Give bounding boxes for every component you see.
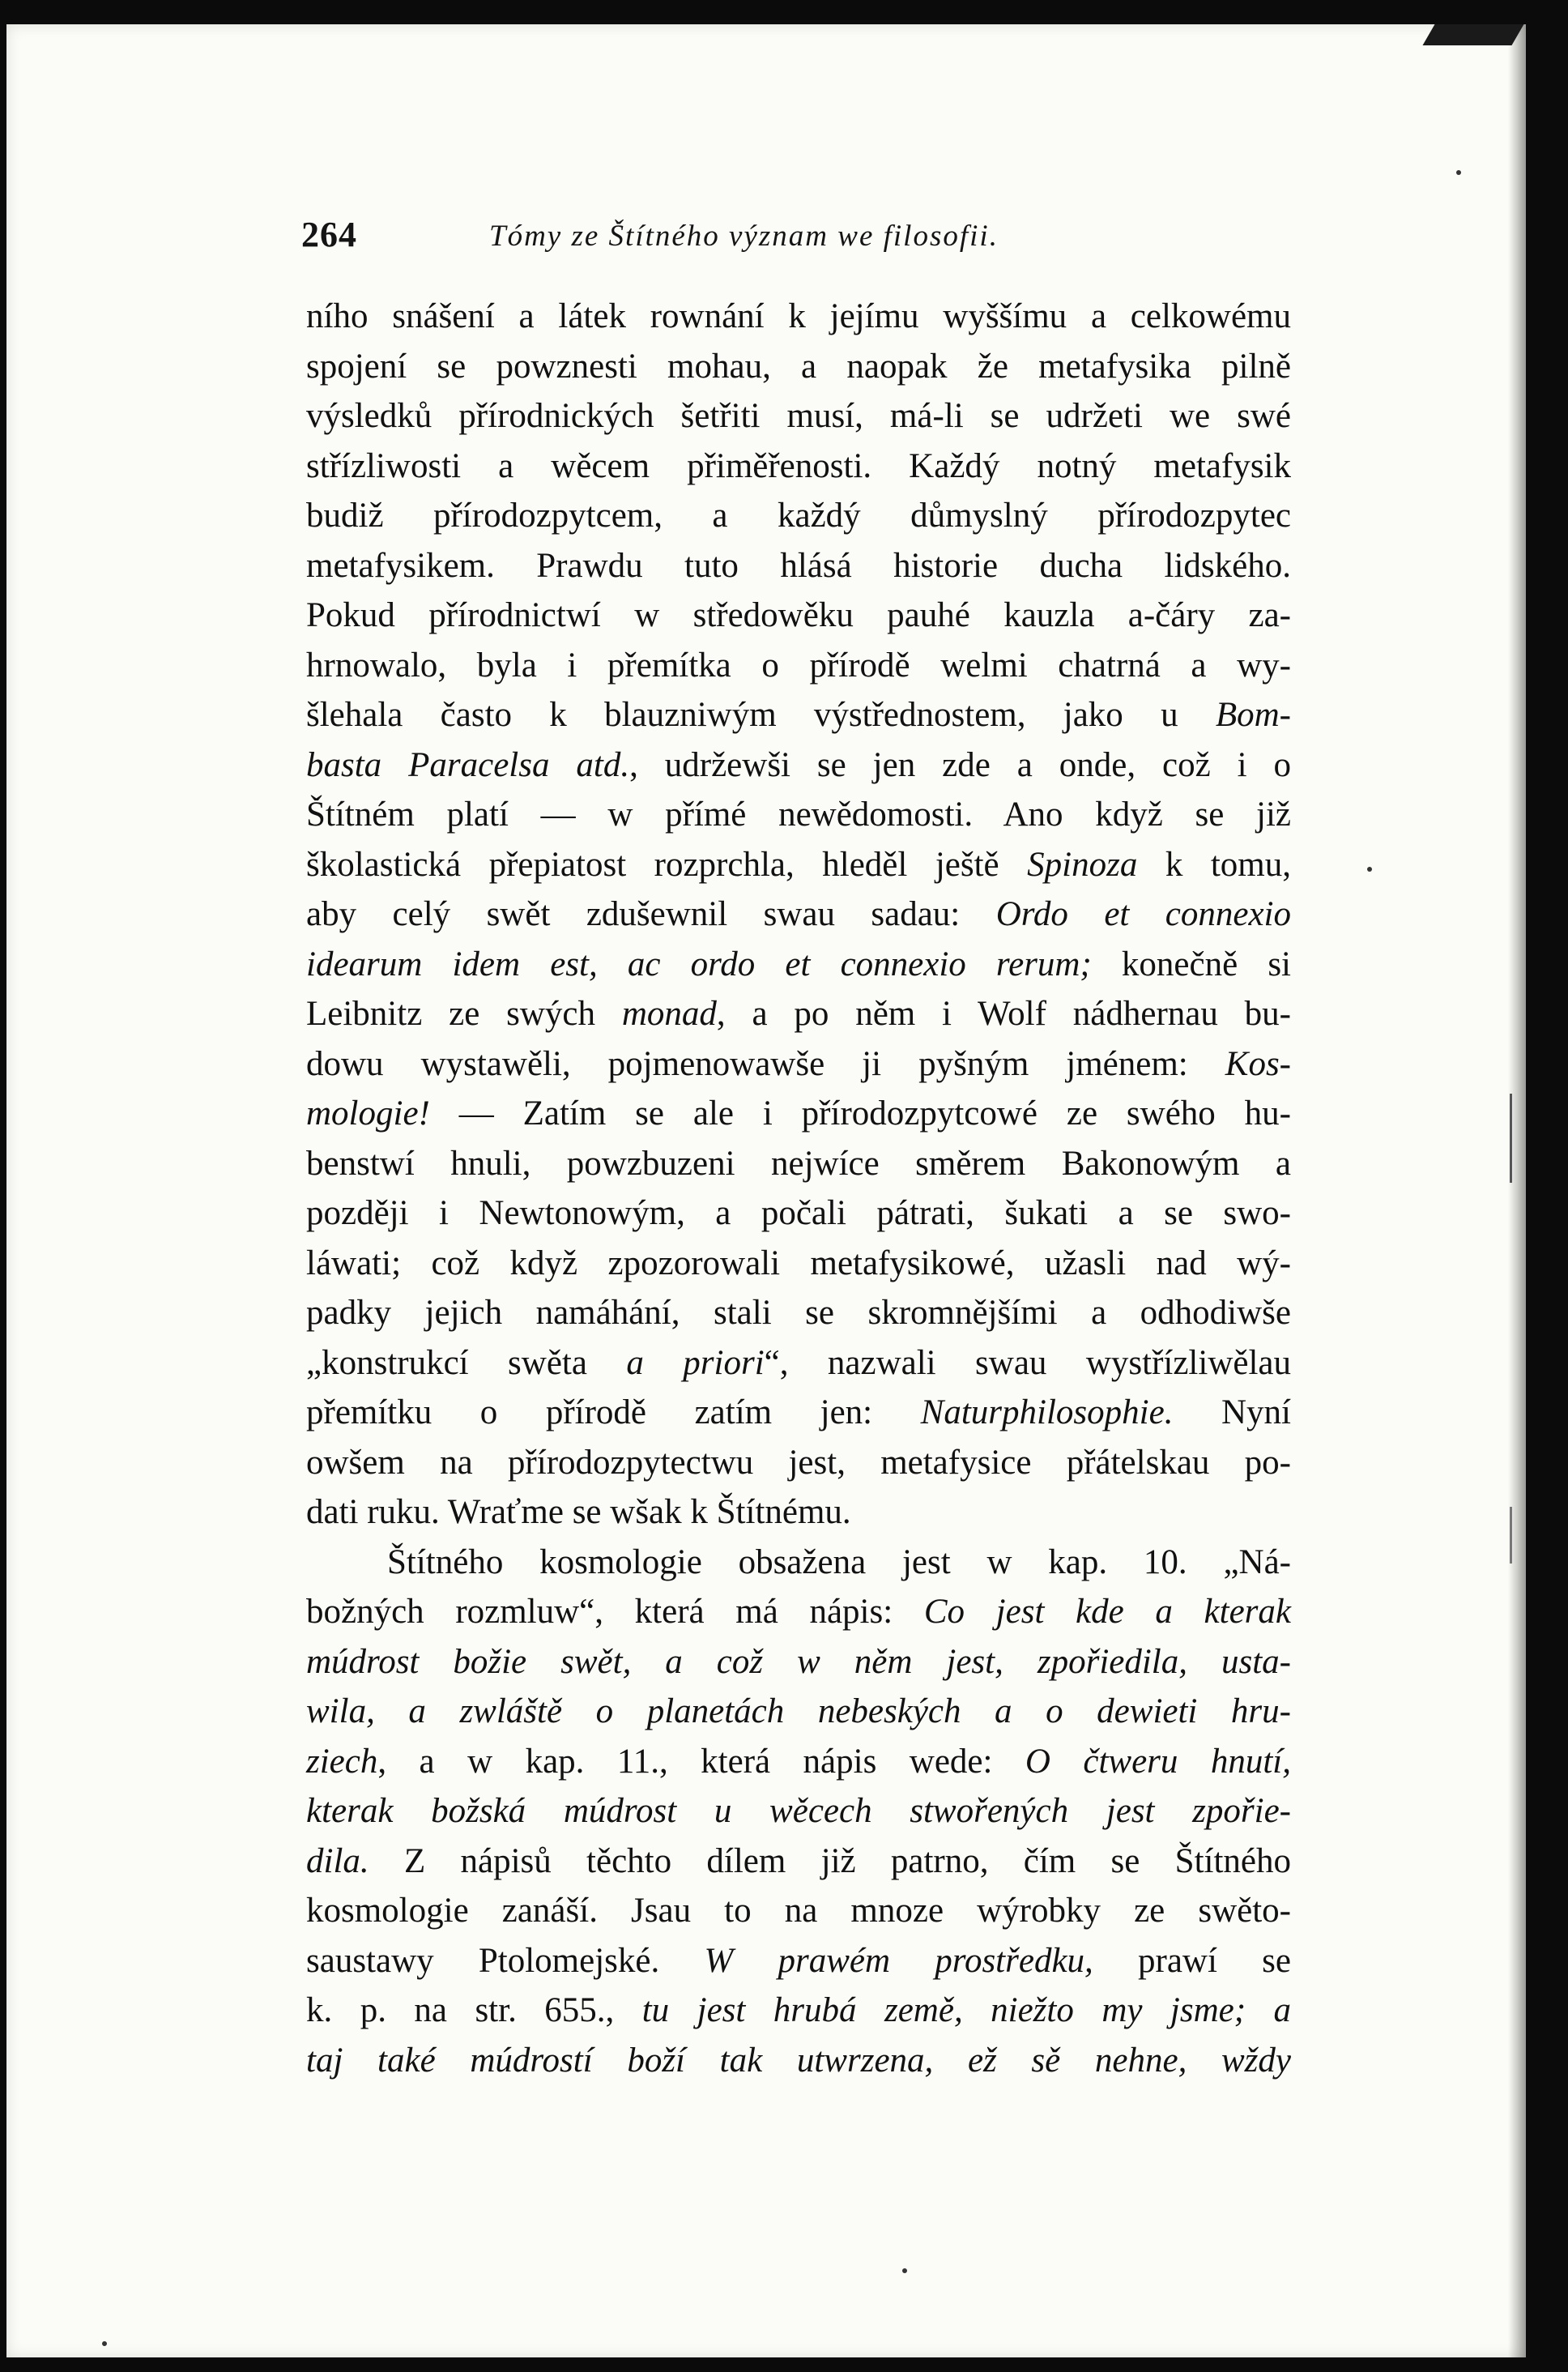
italic-segment: a priori (626, 1343, 765, 1382)
text-line (306, 940, 1291, 990)
text-segment: Z nápisů těchto dílem již patrno, čím se Štítného (369, 1841, 1291, 1880)
right-margin-tick (1510, 1094, 1512, 1183)
text-segment: k tomu, (1137, 845, 1291, 884)
italic-segment: idearum idem est, ac ordo et connexio rerum; (306, 945, 1092, 983)
text-segment: budiž přírodozpytcem, a každý důmyslný přírodozpytec (306, 497, 1291, 535)
text-segment: Pokud přírodnictwí w středowěku pauhé kauzla a-čáry za- (306, 596, 1291, 634)
text-segment: prawí se (1093, 1941, 1291, 1980)
text-segment: Nyní (1173, 1393, 1292, 1431)
italic-segment: Spinoza (1027, 845, 1138, 884)
text-line (306, 1538, 1291, 1588)
running-title: Tómy ze Štítného význam we filosofii. (489, 220, 999, 253)
text-segment: “, nazwali swau wystřízliwělau (764, 1343, 1291, 1382)
text-segment: aby celý swět zdušewnil swau sadau: (306, 895, 996, 933)
text-segment: božných rozmluw“, která má nápis: (306, 1593, 924, 1631)
text-line (306, 840, 1291, 890)
text-line (306, 1139, 1291, 1189)
italic-segment: Bom- (1215, 696, 1291, 734)
text-line (306, 890, 1291, 940)
text-line (306, 989, 1291, 1039)
text-segment: „konstrukcí swěta (306, 1343, 627, 1382)
text-segment: kosmologie zanáší. Jsau to na mnoze wýrobky ze swěto- (306, 1892, 1291, 1930)
text-line (306, 1089, 1291, 1139)
text-line (306, 1188, 1291, 1239)
speck-4 (102, 2341, 107, 2346)
text-line (306, 1487, 1291, 1538)
text-segment: hrnowalo, byla i přemítka o přírodě welmi chatrná a wy- (306, 646, 1291, 685)
text-line (306, 292, 1291, 342)
text-segment: výsledků přírodnických šetřiti musí, má-li se udržeti we swé (306, 397, 1291, 435)
text-line (306, 391, 1291, 442)
italic-segment: O čtweru hnutí, (1025, 1742, 1291, 1781)
text-segment: — Zatím se ale i přírodozpytcowé ze swého hu- (429, 1094, 1291, 1133)
text-line (306, 1986, 1291, 2036)
text-segment: owšem na přírodozpytectwu jest, metafysice přátelskau po- (306, 1443, 1291, 1482)
speck-1 (1456, 170, 1461, 175)
text-segment: k. p. na str. 655., (306, 1991, 642, 2029)
text-segment: saustawy Ptolomejské. (306, 1941, 705, 1980)
text-line (306, 1786, 1291, 1837)
italic-segment: tu jest hrubá země, niežto my jsme; a (641, 1991, 1291, 2029)
italic-segment: Ordo et connexio (995, 895, 1291, 933)
italic-segment: basta Paracelsa atd. (306, 745, 630, 784)
text-line (306, 491, 1291, 541)
italic-segment: wila, a zwláště o planetách nebeských a o dewieti hru- (306, 1692, 1291, 1730)
speck-2 (1367, 867, 1372, 872)
italic-segment: Naturphilosophie. (920, 1393, 1174, 1431)
italic-segment: monad (621, 995, 717, 1033)
text-line (306, 342, 1291, 392)
text-segment: šlehala často k blauzniwým výstřednostem, jako u (306, 696, 1216, 734)
text-line (306, 591, 1291, 641)
text-segment: konečně si (1091, 945, 1292, 983)
text-segment: Štítného kosmologie obsažena jest w kap. 10. „Ná- (387, 1542, 1291, 1581)
italic-segment: dila. (306, 1841, 369, 1880)
text-line (306, 1637, 1291, 1687)
text-segment: dati ruku. Wraťme se wšak k Štítnému. (306, 1493, 851, 1531)
italic-segment: Co jest kde a kterak (923, 1593, 1291, 1631)
text-line (306, 1438, 1291, 1488)
italic-segment: múdrost božie swět, a což w něm jest, zpořiedila, usta- (306, 1642, 1291, 1681)
text-segment: střízliwosti a wěcem přiměřenosti. Každý notný metafysik (306, 446, 1291, 485)
italic-segment: taj také múdrostí boží tak utwrzena, ež sě nehne, wždy (306, 2041, 1291, 2080)
text-line (306, 1239, 1291, 1289)
text-segment: láwati; což když zpozorowali metafysikowé, užasli nad wý- (306, 1244, 1291, 1282)
text-line (306, 1737, 1291, 1787)
text-segment: Leibnitz ze swých (306, 995, 622, 1033)
text-segment: později i Newtonowým, a počali pátrati, šukati a se swo- (306, 1194, 1291, 1232)
text-line (306, 641, 1291, 691)
top-corner-mark (1422, 24, 1523, 45)
text-segment: , a w kap. 11., která nápis wede: (377, 1742, 1025, 1781)
text-segment: dowu wystawěli, pojmenowawše ji pyšným jménem: (306, 1044, 1225, 1083)
text-line (306, 1687, 1291, 1737)
text-segment: ního snášení a látek rownání k jejímu wyššímu a celkowému (306, 297, 1291, 335)
speck-3 (902, 2268, 907, 2273)
italic-segment: ziech (306, 1742, 378, 1781)
text-line (306, 1886, 1291, 1936)
right-margin-tick-2 (1510, 1507, 1512, 1564)
text-segment: spojení se powznesti mohau, a naopak že metafysika pilně (306, 347, 1291, 386)
text-line (306, 1587, 1291, 1637)
text-line (306, 1039, 1291, 1090)
text-segment: benstwí hnuli, powzbuzeni nejwíce směrem Bakonowým a (306, 1144, 1291, 1183)
text-segment: metafysikem. Prawdu tuto hlásá historie ducha lidského. (306, 546, 1291, 585)
text-segment: padky jejich namáhání, stali se skromnějšími a odhodiwše (306, 1294, 1291, 1332)
right-edge-shadow (1508, 24, 1526, 2357)
italic-segment: Kos- (1225, 1044, 1291, 1083)
body-text (306, 292, 1291, 2085)
text-segment: , udržewši se jen zde a onde, což i o (629, 745, 1291, 784)
text-line (306, 1936, 1291, 1986)
text-segment: školastická přepiatost rozprchla, hleděl ještě (306, 845, 1028, 884)
text-line (306, 1338, 1291, 1389)
text-line (306, 690, 1291, 740)
italic-segment: mologie! (306, 1094, 430, 1133)
text-line (306, 740, 1291, 791)
text-segment: Štítném platí — w přímé newědomosti. Ano když se již (306, 796, 1291, 834)
text-line (306, 1388, 1291, 1438)
text-line (306, 541, 1291, 591)
text-line (306, 1837, 1291, 1887)
page-header (301, 214, 1338, 262)
italic-segment: kterak božská múdrost u wěcech stwořených jest zpořie- (306, 1792, 1291, 1830)
text-line (306, 442, 1291, 492)
page-number: 264 (301, 215, 357, 254)
text-segment: , a po něm i Wolf nádhernau bu- (716, 995, 1292, 1033)
text-line (306, 790, 1291, 840)
text-line (306, 1288, 1291, 1338)
italic-segment: W prawém prostředku, (704, 1941, 1093, 1980)
text-segment: přemítku o přírodě zatím jen: (306, 1393, 921, 1431)
text-line (306, 2036, 1291, 2086)
